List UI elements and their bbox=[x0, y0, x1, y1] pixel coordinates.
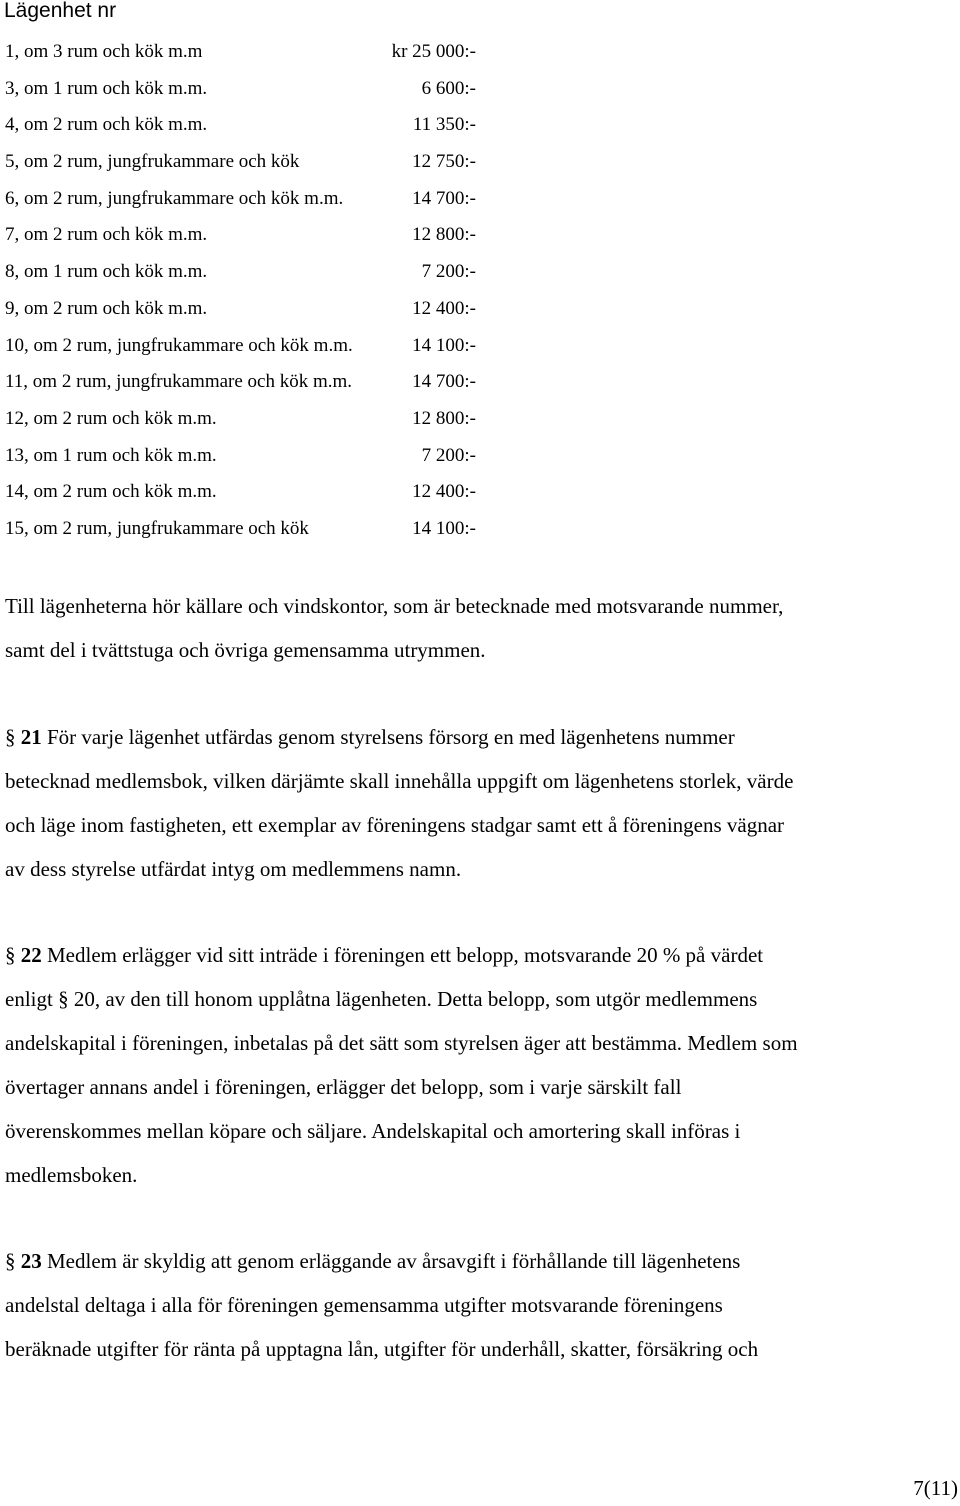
storage-note-paragraph bbox=[5, 584, 960, 672]
apartment-price: 12 750:- bbox=[412, 151, 476, 173]
section-number: 23 bbox=[20, 1249, 42, 1273]
paragraph-text: Medlem erlägger vid sitt inträde i föreningen ett belopp, motsvarande 20 % på värdet bbox=[41, 943, 764, 967]
paragraph-line: av dess styrelse utfärdat intyg om medlemmens namn. bbox=[5, 857, 462, 881]
page-number: 7(11) bbox=[913, 1476, 958, 1500]
paragraph-line: andelskapital i föreningen, inbetalas på det sätt som styrelsen äger att bestämma. Medlem som bbox=[5, 1031, 798, 1055]
apartment-row bbox=[5, 144, 485, 181]
section-symbol: § bbox=[5, 725, 16, 749]
paragraph-text: För varje lägenhet utfärdas genom styrelsens försorg en med lägenhetens nummer bbox=[41, 725, 735, 749]
apartment-row bbox=[5, 71, 485, 108]
apartment-description: 4, om 2 rum och kök m.m. bbox=[5, 114, 208, 136]
apartment-row bbox=[5, 181, 485, 218]
apartment-description: 10, om 2 rum, jungfrukammare och kök m.m. bbox=[5, 334, 353, 356]
apartment-description: 15, om 2 rum, jungfrukammare och kök bbox=[5, 517, 309, 539]
apartment-row bbox=[5, 364, 485, 401]
section-22-paragraph bbox=[5, 933, 960, 1197]
section-symbol: § bbox=[5, 943, 16, 967]
apartment-row bbox=[5, 474, 485, 511]
paragraph-line: beräknade utgifter för ränta på upptagna lån, utgifter för underhåll, skatter, försäkring och bbox=[5, 1337, 759, 1361]
apartment-row bbox=[5, 107, 485, 144]
apartment-description: 7, om 2 rum och kök m.m. bbox=[5, 224, 208, 246]
section-23-paragraph bbox=[5, 1239, 960, 1371]
apartment-description: 11, om 2 rum, jungfrukammare och kök m.m. bbox=[5, 371, 353, 393]
apartment-row bbox=[5, 328, 485, 365]
apartment-price: 14 700:- bbox=[412, 187, 476, 209]
paragraph-line bbox=[5, 977, 960, 1021]
paragraph-line bbox=[5, 1239, 960, 1283]
apartment-description: 14, om 2 rum och kök m.m. bbox=[5, 481, 217, 503]
apartment-price: 12 800:- bbox=[412, 224, 476, 246]
paragraph-line: Till lägenheterna hör källare och vindskontor, som är betecknade med motsvarande nummer, bbox=[5, 594, 784, 618]
apartment-price: 11 350:- bbox=[412, 114, 476, 136]
paragraph-line: samt del i tvättstuga och övriga gemensamma utrymmen. bbox=[5, 638, 486, 662]
paragraph-line: överenskommes mellan köpare och säljare. Andelskapital och amortering skall införas i bbox=[5, 1119, 741, 1143]
paragraph-line: och läge inom fastigheten, ett exemplar av föreningens stadgar samt ett å föreningens vägnar bbox=[5, 813, 785, 837]
apartment-description: 5, om 2 rum, jungfrukammare och kök bbox=[5, 151, 300, 173]
paragraph-text: enligt bbox=[5, 987, 59, 1011]
section-number: 21 bbox=[20, 725, 42, 749]
apartment-price: 12 400:- bbox=[412, 297, 476, 319]
paragraph-line: medlemsboken. bbox=[5, 1163, 138, 1187]
apartment-price: 14 700:- bbox=[412, 371, 476, 393]
apartment-row bbox=[5, 254, 485, 291]
paragraph-line: andelstal deltaga i alla för föreningen gemensamma utgifter motsvarande föreningens bbox=[5, 1293, 723, 1317]
section-symbol: § bbox=[5, 1249, 16, 1273]
apartment-price: 7 200:- bbox=[421, 444, 476, 466]
apartment-list-heading: Lägenhet nr bbox=[4, 0, 117, 22]
section-21-paragraph bbox=[5, 715, 960, 891]
paragraph-line: övertager annans andel i föreningen, erlägger det belopp, som i varje särskilt fall bbox=[5, 1075, 682, 1099]
apartment-description: 1, om 3 rum och kök m.m bbox=[5, 41, 203, 62]
section-number: 22 bbox=[20, 943, 42, 967]
paragraph-line: betecknad medlemsbok, vilken därjämte skall innehålla uppgift om lägenhetens storlek, värde bbox=[5, 769, 794, 793]
apartment-description: 9, om 2 rum och kök m.m. bbox=[5, 297, 208, 319]
apartment-row bbox=[5, 511, 485, 548]
apartment-price: 7 200:- bbox=[421, 261, 476, 283]
apartment-price: 6 600:- bbox=[421, 77, 476, 99]
apartment-description: 6, om 2 rum, jungfrukammare och kök m.m. bbox=[5, 187, 344, 209]
paragraph-line bbox=[5, 933, 960, 977]
apartment-description: 12, om 2 rum och kök m.m. bbox=[5, 407, 217, 429]
apartment-description: 8, om 1 rum och kök m.m. bbox=[5, 261, 208, 283]
apartment-row bbox=[5, 217, 485, 254]
apartment-price: 14 100:- bbox=[412, 334, 476, 356]
apartment-price: 12 400:- bbox=[412, 481, 476, 503]
apartment-price: kr 25 000:- bbox=[391, 41, 476, 62]
apartment-price: 12 800:- bbox=[412, 407, 476, 429]
apartment-row bbox=[5, 401, 485, 438]
apartment-description: 13, om 1 rum och kök m.m. bbox=[5, 444, 217, 466]
paragraph-text: 20, av den till honom upplåtna lägenheten. Detta belopp, som utgör medlemmens bbox=[68, 987, 758, 1011]
apartment-table bbox=[5, 34, 485, 548]
paragraph-line bbox=[5, 715, 960, 759]
apartment-row bbox=[5, 34, 485, 71]
apartment-price: 14 100:- bbox=[412, 517, 476, 539]
apartment-row bbox=[5, 438, 485, 475]
section-symbol: § bbox=[58, 987, 69, 1011]
apartment-description: 3, om 1 rum och kök m.m. bbox=[5, 77, 208, 99]
paragraph-text: Medlem är skyldig att genom erläggande av årsavgift i förhållande till lägenhetens bbox=[41, 1249, 741, 1273]
apartment-row bbox=[5, 291, 485, 328]
